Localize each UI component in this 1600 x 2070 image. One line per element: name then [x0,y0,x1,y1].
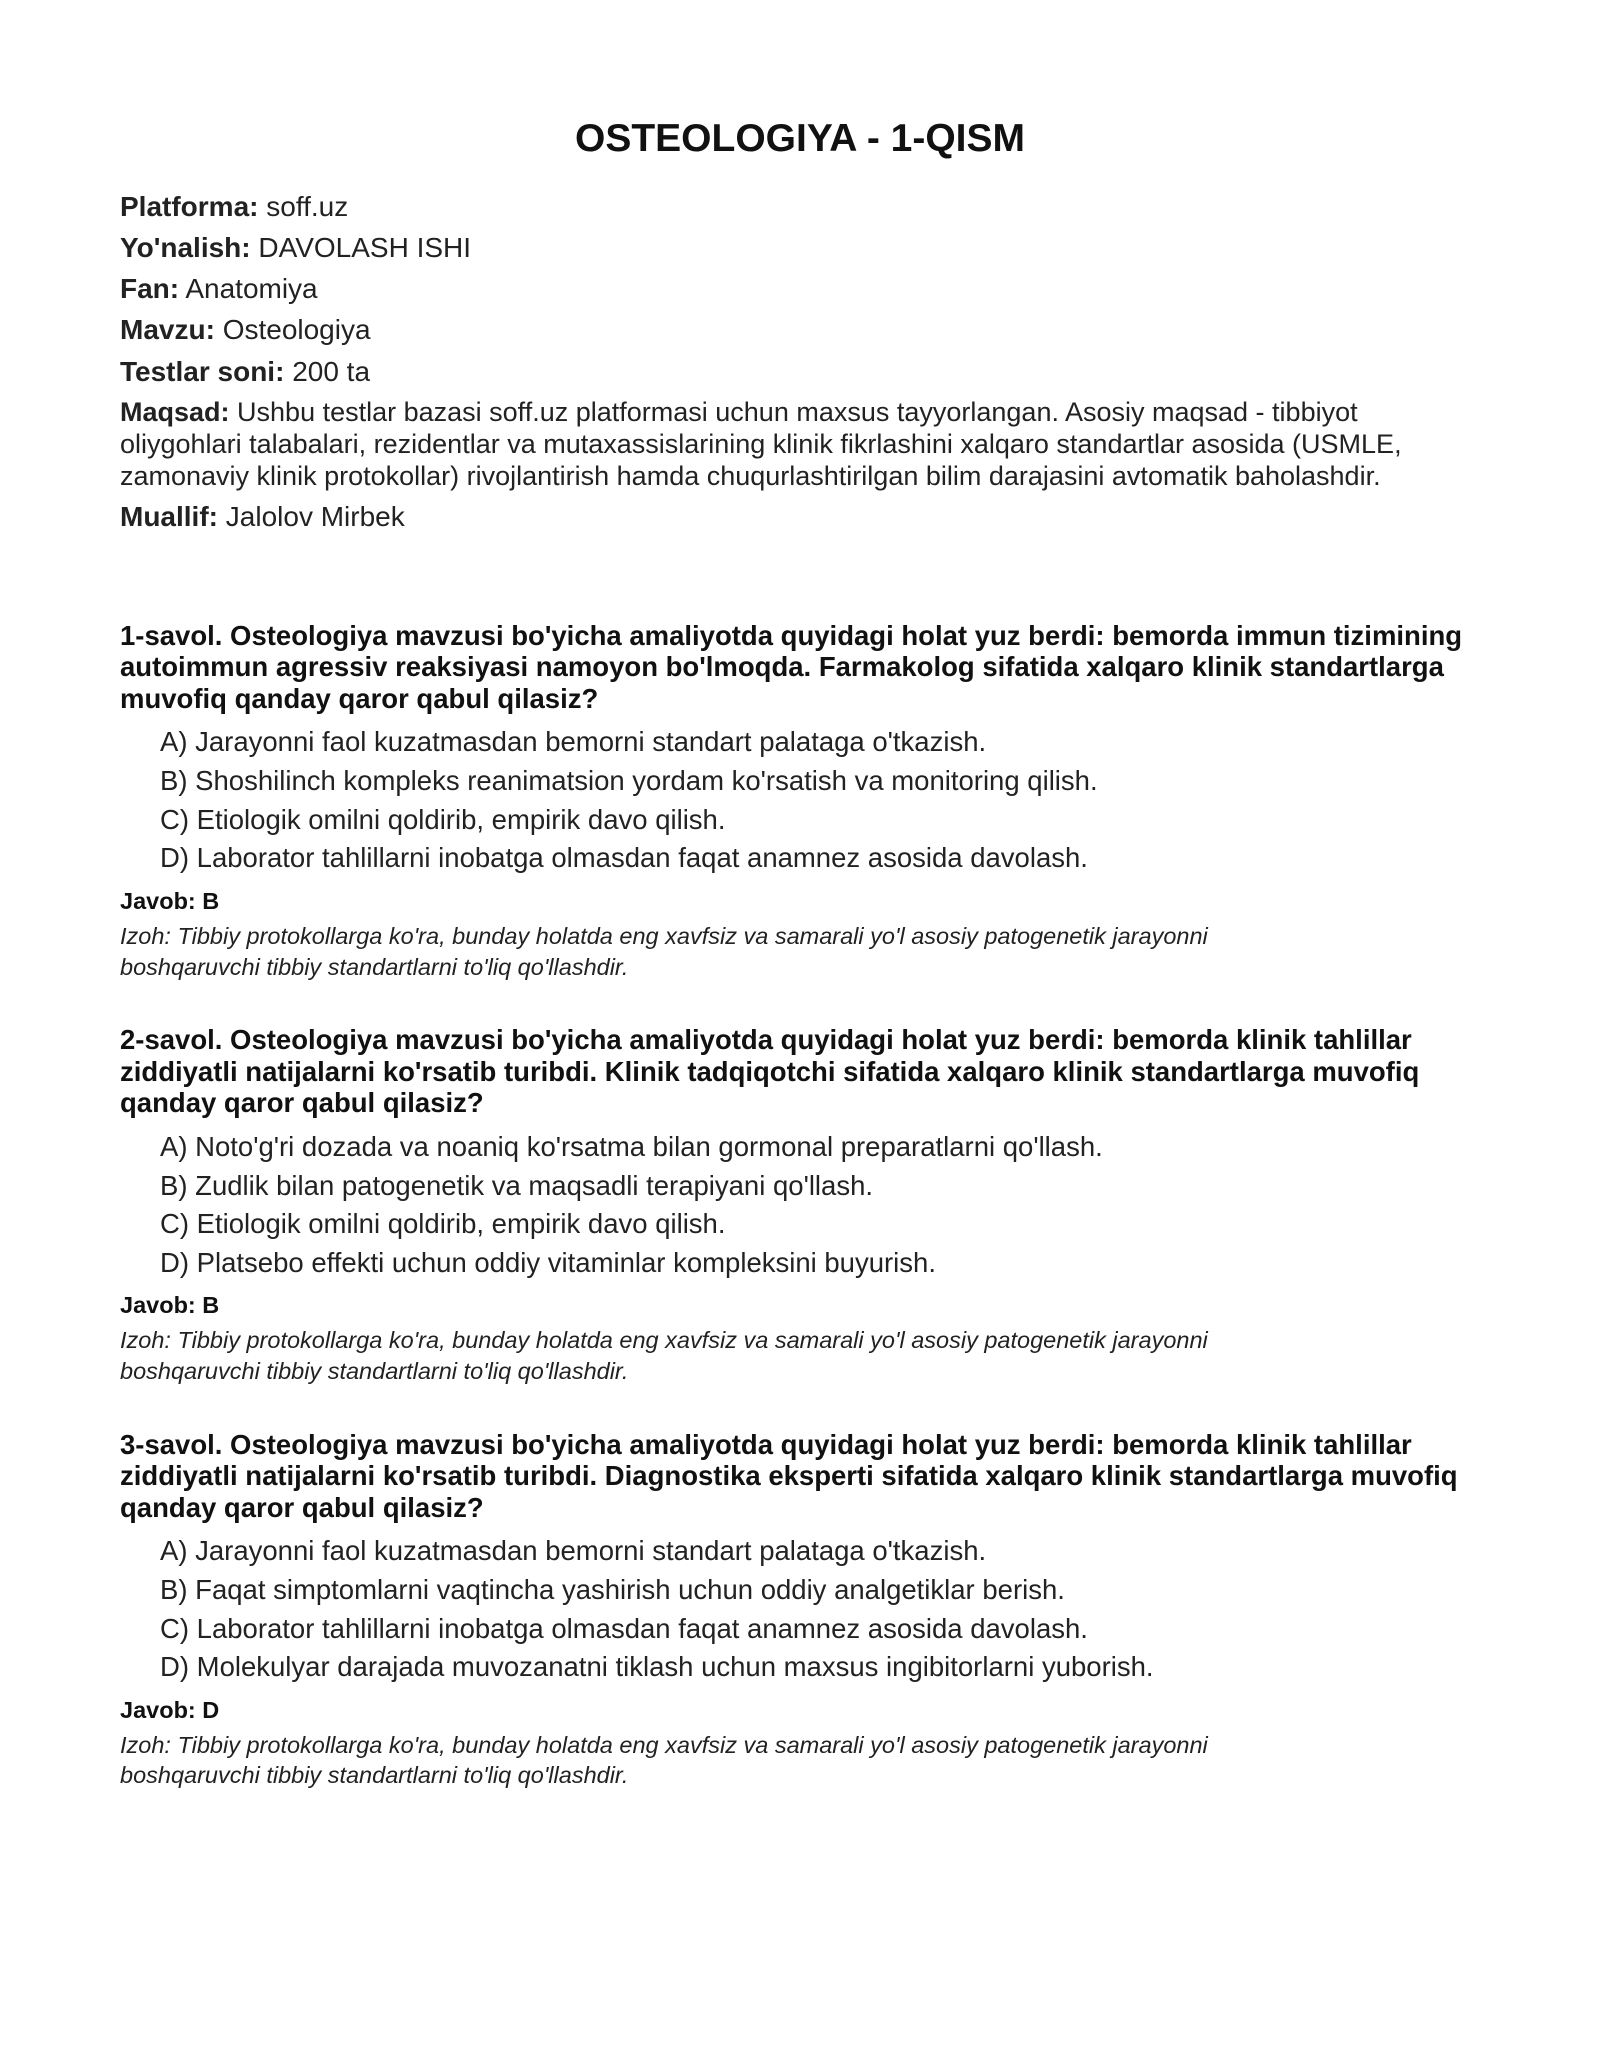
question-3 [120,1429,1480,1791]
answer-label: Javob: B [120,887,220,914]
meta-direction-value: DAVOLASH ISHI [258,232,472,264]
option-c: C) Etiologik omilni qoldirib, empirik davo qilish. [160,803,726,835]
meta-direction-label: Yo'nalish: [120,232,251,264]
meta-author-value: Jalolov Mirbek [225,501,405,533]
meta-goal [120,397,1480,493]
option-d: D) Platsebo effekti uchun oddiy vitaminlar kompleksini buyurish. [160,1246,936,1278]
answer-label: Javob: D [120,1696,220,1723]
meta-topic-value: Osteologiya [222,314,371,346]
meta-subject-value: Anatomiya [185,273,318,305]
question-text: 1-savol. Osteologiya mavzusi bo'yicha amaliyotda quyidagi holat yuz berdi: bemorda immun tizimining autoimmun agressiv reaksiyasi namoyon bo'lmoqda. Farmakolog sifatida xalqaro klinik standartlarga muvofiq qanday qaror qabul qilasiz? [120,619,1463,714]
meta-subject-label: Fan: [120,273,180,305]
meta-block [120,191,1480,534]
meta-topic-label: Mavzu: [120,314,215,346]
meta-author-label: Muallif: [120,501,218,533]
meta-goal-label: Maqsad: [120,396,230,427]
question-list [120,620,1480,1791]
option-d: D) Molekulyar darajada muvozanatni tiklash uchun maxsus ingibitorlarni yuborish. [160,1651,1154,1683]
option-c: C) Etiologik omilni qoldirib, empirik davo qilish. [160,1208,726,1240]
meta-test-count-value: 200 ta [292,355,371,387]
question-text: 3-savol. Osteologiya mavzusi bo'yicha amaliyotda quyidagi holat yuz berdi: bemorda klinik tahlillar ziddiyatli natijalarni ko'rsatib turibdi. Diagnostika eksperti sifatida xalqaro klinik standartlarga muvofiq qanday qaror qabul qilasiz? [120,1428,1458,1523]
meta-test-count [120,356,1480,388]
page-title: OSTEOLOGIYA - 1-QISM [574,117,1025,160]
option-a: A) Noto'g'ri dozada va noaniq ko'rsatma bilan gormonal preparatlarni qo'llash. [160,1130,1103,1162]
option-b: B) Zudlik bilan patogenetik va maqsadli terapiyani qo'llash. [160,1169,874,1201]
meta-direction [120,232,1480,264]
explanation-note: Izoh: Tibbiy protokollarga ko'ra, bunday holatda eng xavfsiz va samarali yo'l asosiy patogenetik jarayonni boshqaruvchi tibbiy standartlarni to'liq qo'llashdir. [120,922,1208,980]
answer-label: Javob: B [120,1292,220,1319]
question-2 [120,1024,1480,1386]
meta-goal-value: Ushbu testlar bazasi soff.uz platformasi uchun maxsus tayyorlangan. Asosiy maqsad - tibbiyot oliygohlari talabalari, rezidentlar va mutaxassislarining klinik fikrlashini xalqaro standartlar asosida (USMLE, zamonaviy klinik protokollar) rivojlantirish hamda chuqurlashtirilgan bilim darajasini avtomatik baholashdir. [120,396,1402,491]
meta-topic [120,314,1480,346]
option-a: A) Jarayonni faol kuzatmasdan bemorni standart palataga o'tkazish. [160,726,987,758]
question-1 [120,620,1480,982]
meta-platform-label: Platforma: [120,190,259,222]
option-c: C) Laborator tahlillarni inobatga olmasdan faqat anamnez asosida davolash. [160,1612,1088,1644]
meta-test-count-label: Testlar soni: [120,355,285,387]
option-d: D) Laborator tahlillarni inobatga olmasdan faqat anamnez asosida davolash. [160,842,1088,874]
meta-author [120,501,1480,533]
meta-platform-value: soff.uz [266,190,349,222]
option-b: B) Shoshilinch kompleks reanimatsion yordam ko'rsatish va monitoring qilish. [160,765,1098,797]
explanation-note: Izoh: Tibbiy protokollarga ko'ra, bunday holatda eng xavfsiz va samarali yo'l asosiy patogenetik jarayonni boshqaruvchi tibbiy standartlarni to'liq qo'llashdir. [120,1327,1208,1384]
question-text: 2-savol. Osteologiya mavzusi bo'yicha amaliyotda quyidagi holat yuz berdi: bemorda klinik tahlillar ziddiyatli natijalarni ko'rsatib turibdi. Klinik tadqiqotchi sifatida xalqaro klinik standartlarga muvofiq qanday qaror qabul qilasiz? [120,1024,1420,1119]
meta-subject [120,273,1480,305]
option-b: B) Faqat simptomlarni vaqtincha yashirish uchun oddiy analgetiklar berish. [160,1574,1065,1606]
meta-platform [120,191,1480,223]
option-a: A) Jarayonni faol kuzatmasdan bemorni standart palataga o'tkazish. [160,1535,987,1567]
explanation-note: Izoh: Tibbiy protokollarga ko'ra, bunday holatda eng xavfsiz va samarali yo'l asosiy patogenetik jarayonni boshqaruvchi tibbiy standartlarni to'liq qo'llashdir. [120,1731,1208,1789]
